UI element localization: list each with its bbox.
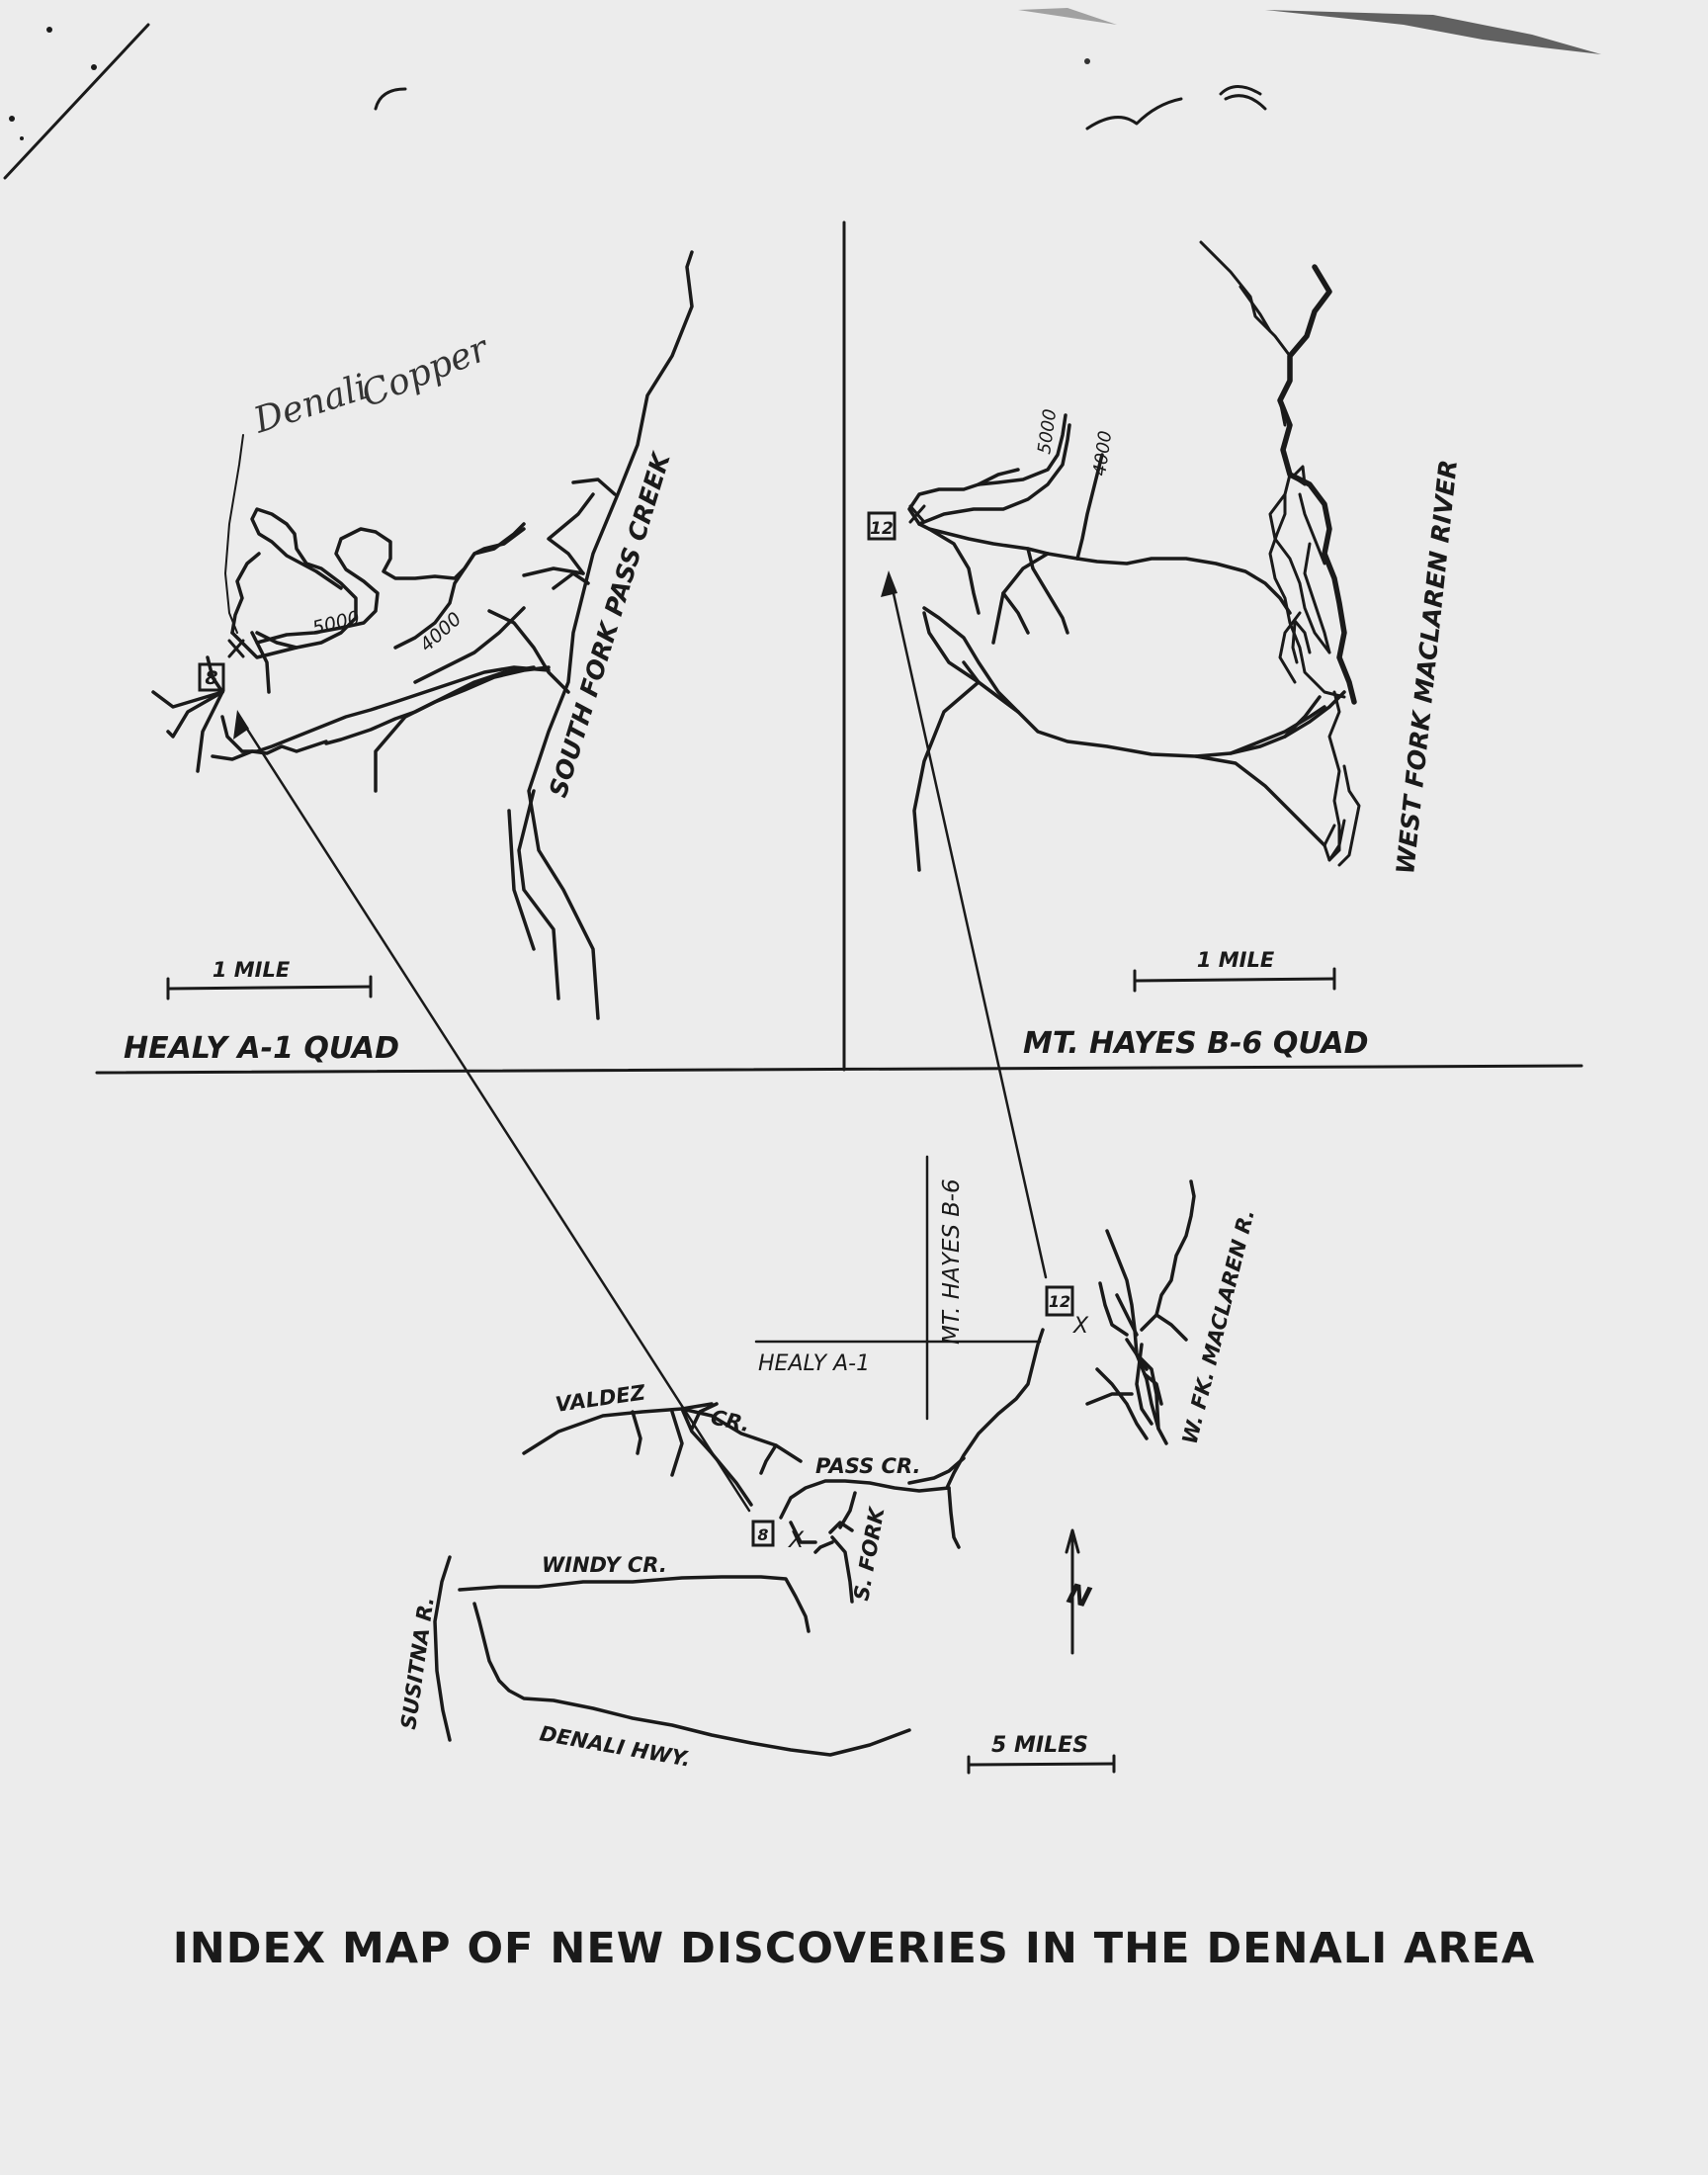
hayes-contour-5000: 5000	[1034, 407, 1062, 456]
index-scale-bar	[969, 1756, 1114, 1773]
valdez-cr-label: CR.	[708, 1405, 753, 1437]
scan-artifacts	[5, 8, 1601, 178]
index-site-12-marker: X	[1073, 1314, 1089, 1339]
mt-hayes-b6-panel	[869, 242, 1463, 1061]
hayes-drainages	[909, 415, 1344, 870]
north-label: N	[1064, 1576, 1095, 1614]
healy-contours	[232, 509, 524, 692]
contour-label-4000: 4000	[415, 608, 467, 656]
south-fork-pass-creek-label: SOUTH FORK PASS CREEK	[544, 449, 676, 801]
contour-label-5000: 5000	[309, 606, 363, 640]
maclaren-channels	[1201, 242, 1359, 865]
susitna-river	[435, 1557, 450, 1740]
west-fork-maclaren-river-label: WEST FORK MACLAREN RIVER	[1391, 458, 1464, 876]
site-8-mark	[229, 641, 243, 656]
susitna-river-label: SUSITNA R.	[396, 1595, 439, 1731]
handwritten-word-2: Copper	[356, 328, 494, 416]
quad-boundary-lines	[756, 1157, 1040, 1419]
index-site-12-number: 12	[1048, 1292, 1071, 1311]
pass-cr-label: PASS CR.	[815, 1454, 921, 1478]
w-fk-maclaren-label: W. FK. MACLAREN R.	[1177, 1206, 1259, 1447]
index-map	[396, 1157, 1259, 1773]
windy-creek	[460, 1577, 809, 1631]
index-site-8-marker: X	[789, 1528, 805, 1553]
index-healy-label: HEALY A-1	[758, 1351, 871, 1376]
handwritten-word-1: Denali	[249, 367, 373, 442]
windy-cr-label: WINDY CR.	[542, 1553, 667, 1577]
hayes-scale-bar	[1135, 969, 1334, 991]
denali-hwy-label: DENALI HWY.	[538, 1721, 693, 1772]
river-marker	[1293, 467, 1305, 484]
healy-scale-label: 1 MILE	[212, 958, 291, 982]
hayes-contour-4000: 4000	[1089, 429, 1117, 478]
valdez-label: VALDEZ	[554, 1380, 647, 1417]
panel-dividers	[97, 222, 1581, 1073]
index-hayes-label: MT. HAYES B-6	[939, 1178, 965, 1345]
index-site-8-number: 8	[757, 1525, 769, 1544]
hayes-scale-label: 1 MILE	[1196, 948, 1275, 972]
index-scale-label: 5 MILES	[991, 1733, 1088, 1758]
hayes-quad-label: MT. HAYES B-6 QUAD	[1023, 1026, 1369, 1061]
map-title: INDEX MAP OF NEW DISCOVERIES IN THE DENALI AREA	[172, 1924, 1536, 1973]
site-8-number: 8	[205, 667, 218, 689]
site-12-number: 12	[870, 519, 894, 539]
s-fork-label: S. FORK	[849, 1506, 890, 1603]
healy-quad-label: HEALY A-1 QUAD	[124, 1031, 400, 1066]
handwritten-note	[248, 328, 495, 442]
